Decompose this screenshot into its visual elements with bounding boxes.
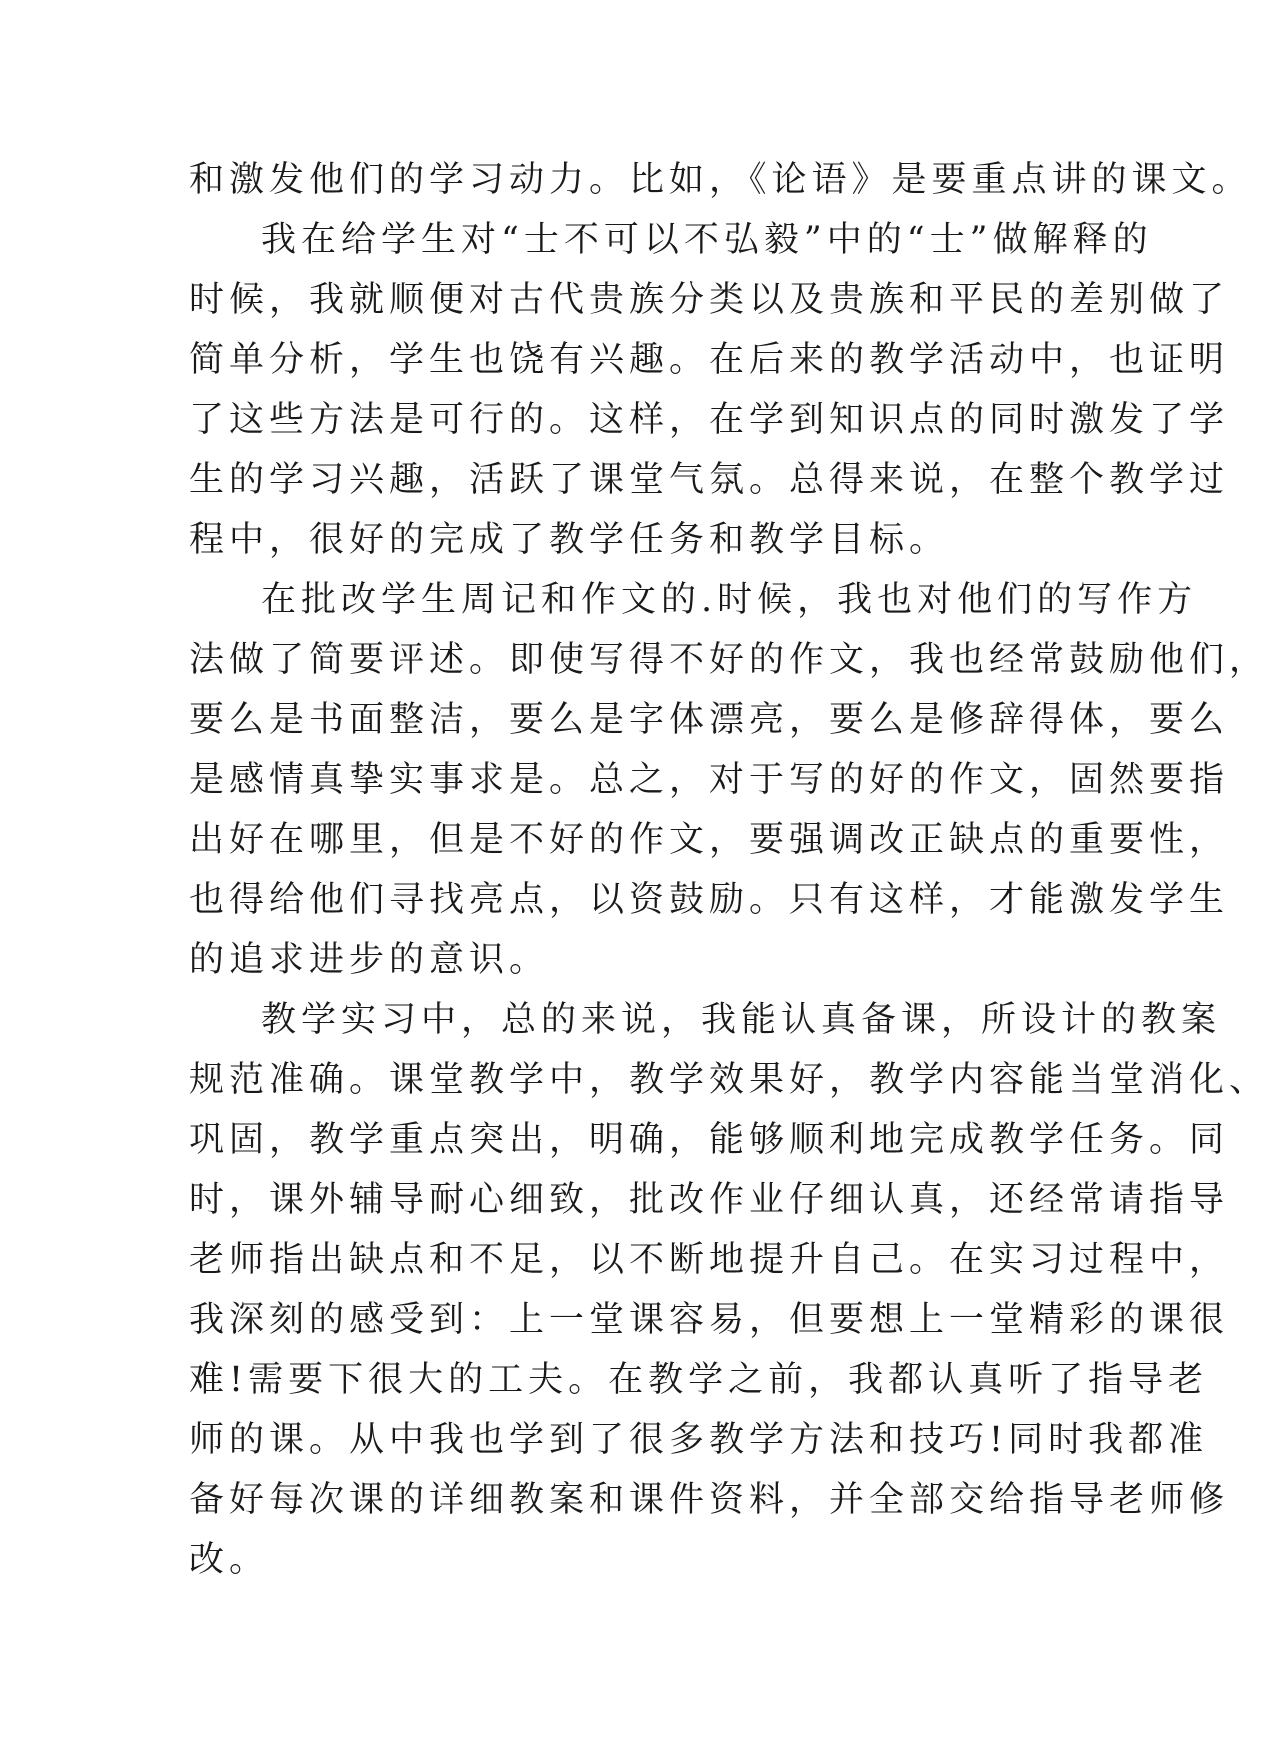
paragraph-start-line: 教学实习中，总的来说，我能认真备课，所设计的教案 bbox=[261, 1000, 1222, 1040]
text-line: 师的课。从中我也学到了很多教学方法和技巧!同时我都准 bbox=[189, 1420, 1209, 1460]
paragraph-start-line: 在批改学生周记和作文的.时候，我也对他们的写作方 bbox=[261, 580, 1198, 620]
text-line: 时，课外辅导耐心细致，批改作业仔细认真，还经常请指导 bbox=[189, 1180, 1230, 1220]
text-line: 改。 bbox=[189, 1540, 270, 1580]
text-line: 时候，我就顺便对古代贵族分类以及贵族和平民的差别做了 bbox=[189, 280, 1230, 320]
text-line: 出好在哪里，但是不好的作文，要强调改正缺点的重要性， bbox=[189, 820, 1230, 860]
text-line: 法做了简要评述。即使写得不好的作文，我也经常鼓励他们， bbox=[189, 640, 1269, 680]
text-line: 难!需要下很大的工夫。在教学之前，我都认真听了指导老 bbox=[189, 1360, 1209, 1400]
text-line: 生的学习兴趣，活跃了课堂气氛。总得来说，在整个教学过 bbox=[189, 460, 1230, 500]
text-line: 巩固，教学重点突出，明确，能够顺利地完成教学任务。同 bbox=[189, 1120, 1230, 1160]
text-line: 规范准确。课堂教学中，教学效果好，教学内容能当堂消化、 bbox=[189, 1060, 1269, 1100]
paragraph-start-line: 我在给学生对“士不可以不弘毅”中的“士”做解释的 bbox=[261, 220, 1153, 260]
body-text bbox=[189, 150, 1269, 1590]
text-line: 我深刻的感受到：上一堂课容易，但要想上一堂精彩的课很 bbox=[189, 1300, 1230, 1340]
text-line: 是感情真挚实事求是。总之，对于写的好的作文，固然要指 bbox=[189, 760, 1230, 800]
text-line: 程中，很好的完成了教学任务和教学目标。 bbox=[189, 520, 950, 560]
text-line: 简单分析，学生也饶有兴趣。在后来的教学活动中，也证明 bbox=[189, 340, 1230, 380]
text-line: 了这些方法是可行的。这样，在学到知识点的同时激发了学 bbox=[189, 400, 1230, 440]
text-line: 老师指出缺点和不足，以不断地提升自己。在实习过程中， bbox=[189, 1240, 1230, 1280]
text-line: 要么是书面整洁，要么是字体漂亮，要么是修辞得体，要么 bbox=[189, 700, 1230, 740]
text-line: 和激发他们的学习动力。比如，《论语》是要重点讲的课文。 bbox=[189, 160, 1252, 200]
text-line: 的追求进步的意识。 bbox=[189, 940, 550, 980]
text-line: 也得给他们寻找亮点，以资鼓励。只有这样，才能激发学生 bbox=[189, 880, 1230, 920]
text-line: 备好每次课的详细教案和课件资料，并全部交给指导老师修 bbox=[189, 1480, 1230, 1520]
